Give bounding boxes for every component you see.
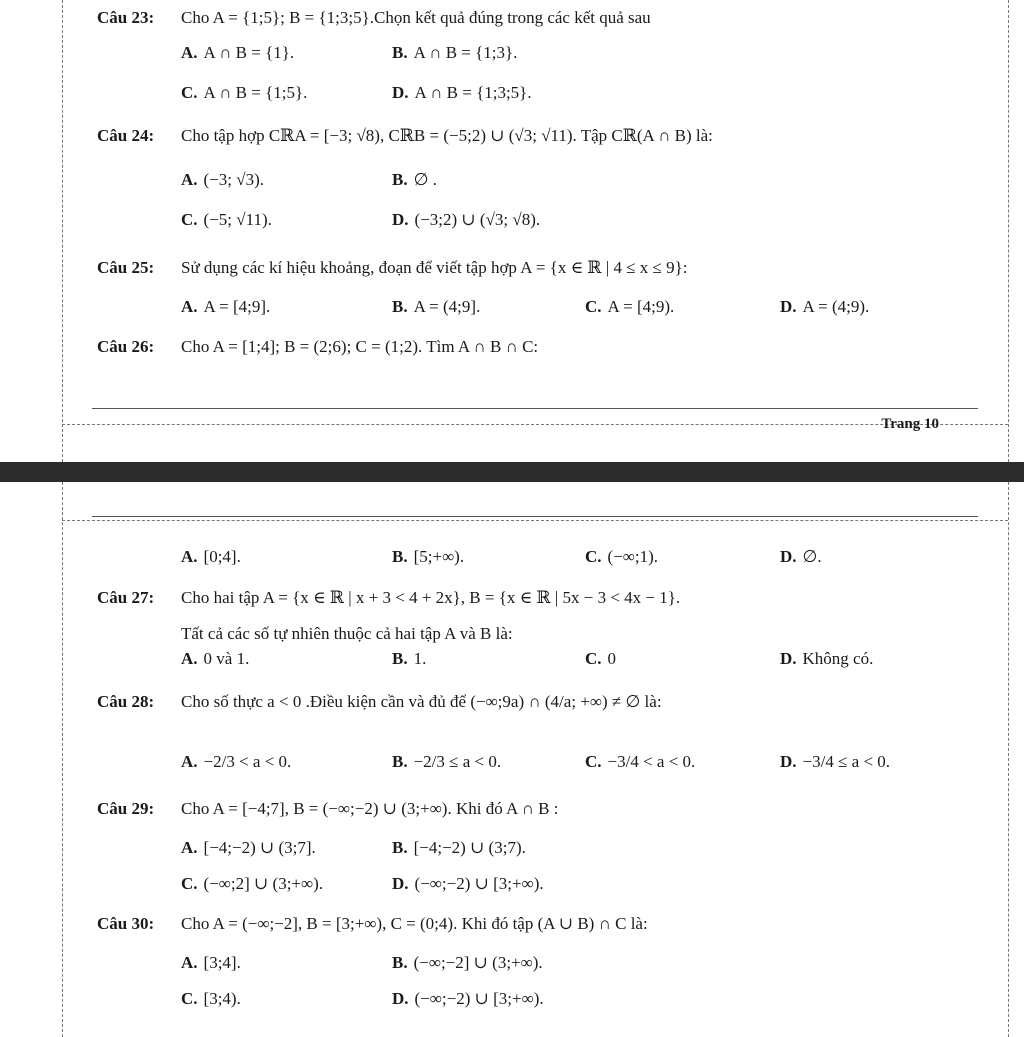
- option-letter: D.: [780, 649, 797, 668]
- option-text: [3;4].: [203, 953, 241, 972]
- option-text: (−∞;1).: [607, 547, 659, 566]
- page-border-left: [62, 482, 63, 1037]
- option-text: (−∞;−2) ∪ [3;+∞).: [414, 874, 544, 893]
- option: [181, 297, 270, 317]
- option-letter: D.: [392, 210, 409, 229]
- option-letter: C.: [181, 989, 198, 1008]
- question-text-2: Tất cả các số tự nhiên thuộc cả hai tập A và B là:: [181, 624, 513, 643]
- option-letter: C.: [181, 210, 198, 229]
- question-label: Câu 29:: [97, 799, 155, 818]
- option-text: −2/3 < a < 0.: [203, 752, 292, 771]
- option-text: [5;+∞).: [413, 547, 465, 566]
- footer-rule: [92, 408, 978, 409]
- option-text: A = (4;9).: [802, 297, 870, 316]
- option-letter: B.: [392, 43, 408, 62]
- option-letter: B.: [392, 752, 408, 771]
- question-label: Câu 24:: [97, 126, 155, 145]
- option: [392, 83, 532, 103]
- option: [392, 953, 543, 973]
- page-gap: [0, 462, 1024, 482]
- question-text: Cho số thực a < 0 .Điều kiện cần và đủ để (−∞;9a) ∩ (4/a; +∞) ≠ ∅ là:: [181, 692, 662, 711]
- option-text: A ∩ B = {1}.: [203, 43, 295, 62]
- option-letter: D.: [780, 547, 797, 566]
- option-letter: D.: [392, 83, 409, 102]
- option-letter: C.: [181, 874, 198, 893]
- option-letter: B.: [392, 170, 408, 189]
- option-text: (−3;2) ∪ (√3; √8).: [414, 210, 541, 229]
- option-letter: A.: [181, 752, 198, 771]
- option-letter: C.: [585, 752, 602, 771]
- option: [181, 547, 241, 567]
- option-text: (−∞;−2) ∪ [3;+∞).: [414, 989, 544, 1008]
- option-text: A = [4;9).: [607, 297, 675, 316]
- option-letter: D.: [392, 874, 409, 893]
- page-border-right: [1008, 482, 1009, 1037]
- option-text: [0;4].: [203, 547, 241, 566]
- option-text: (−∞;2] ∪ (3;+∞).: [203, 874, 324, 893]
- option-text: (−∞;−2] ∪ (3;+∞).: [413, 953, 543, 972]
- option-letter: A.: [181, 649, 198, 668]
- option: [181, 874, 323, 894]
- question-text: Cho A = [−4;7], B = (−∞;−2) ∪ (3;+∞). Khi đó A ∩ B :: [181, 799, 559, 818]
- page-10: [0, 0, 1024, 462]
- option-letter: D.: [780, 297, 797, 316]
- question-text: Cho A = (−∞;−2], B = [3;+∞), C = (0;4). Khi đó tập (A ∪ B) ∩ C là:: [181, 914, 648, 933]
- option-letter: B.: [392, 649, 408, 668]
- question-text: Cho hai tập A = {x ∈ ℝ | x + 3 < 4 + 2x}, B = {x ∈ ℝ | 5x − 3 < 4x − 1}.: [181, 588, 681, 607]
- question-text: Cho A = [1;4]; B = (2;6); C = (1;2). Tìm A ∩ B ∩ C:: [181, 337, 539, 356]
- option: [585, 752, 695, 772]
- option: [585, 547, 658, 567]
- option: [181, 170, 264, 190]
- question-text: Sử dụng các kí hiệu khoảng, đoạn để viết tập hợp A = {x ∈ ℝ | 4 ≤ x ≤ 9}:: [181, 258, 688, 277]
- page-border-right: [1008, 0, 1009, 462]
- option-letter: C.: [585, 547, 602, 566]
- option-letter: C.: [585, 297, 602, 316]
- option-text: ∅.: [802, 547, 822, 566]
- question-label: Câu 27:: [97, 588, 155, 607]
- option-text: A ∩ B = {1;3;5}.: [414, 83, 532, 102]
- option: [392, 838, 526, 858]
- option: [181, 989, 241, 1009]
- option-letter: C.: [585, 649, 602, 668]
- option: [181, 649, 249, 669]
- option-letter: A.: [181, 170, 198, 189]
- page-border-bottom: [62, 424, 1008, 425]
- option: [780, 547, 822, 567]
- option: [181, 43, 294, 63]
- option-letter: D.: [392, 989, 409, 1008]
- page-border-left: [62, 0, 63, 462]
- page-border-top: [62, 520, 1008, 521]
- option-letter: C.: [181, 83, 198, 102]
- option: [392, 989, 544, 1009]
- option: [585, 297, 674, 317]
- question-label: Câu 25:: [97, 258, 155, 277]
- option: [585, 649, 616, 669]
- option-text: A = [4;9].: [203, 297, 271, 316]
- option: [780, 649, 873, 669]
- option-text: [−4;−2) ∪ (3;7].: [203, 838, 316, 857]
- option-text: 0: [607, 649, 617, 668]
- question-text: Cho tập hợp CℝA = [−3; √8), CℝB = (−5;2) ∪ (√3; √11). Tập Cℝ(A ∩ B) là:: [181, 126, 713, 145]
- option-text: −2/3 ≤ a < 0.: [413, 752, 502, 771]
- option-letter: A.: [181, 297, 198, 316]
- option-letter: A.: [181, 838, 198, 857]
- question-label: Câu 23:: [97, 8, 155, 27]
- option-text: 1.: [413, 649, 427, 668]
- question-text: Cho A = {1;5}; B = {1;3;5}.Chọn kết quả đúng trong các kết quả sau: [181, 8, 651, 27]
- option-letter: B.: [392, 953, 408, 972]
- option-letter: D.: [780, 752, 797, 771]
- option-letter: B.: [392, 547, 408, 566]
- question-label: Câu 28:: [97, 692, 155, 711]
- option: [181, 83, 307, 103]
- option: [181, 838, 316, 858]
- option-letter: A.: [181, 953, 198, 972]
- option-text: (−3; √3).: [203, 170, 264, 189]
- option: [392, 649, 426, 669]
- option: [181, 752, 291, 772]
- option: [181, 953, 241, 973]
- option-text: A = (4;9].: [413, 297, 481, 316]
- option: [780, 752, 890, 772]
- option-text: ∅ .: [413, 170, 437, 189]
- page-number: Trang 10: [881, 416, 939, 432]
- option-text: Không có.: [802, 649, 874, 668]
- option-letter: B.: [392, 297, 408, 316]
- option-text: A ∩ B = {1;3}.: [413, 43, 518, 62]
- option: [392, 752, 501, 772]
- option: [392, 43, 517, 63]
- option: [181, 210, 272, 230]
- option-text: −3/4 < a < 0.: [607, 752, 696, 771]
- option-text: −3/4 ≤ a < 0.: [802, 752, 891, 771]
- option-text: A ∩ B = {1;5}.: [203, 83, 308, 102]
- option-letter: B.: [392, 838, 408, 857]
- option: [392, 170, 437, 190]
- question-label: Câu 30:: [97, 914, 155, 933]
- option-text: [−4;−2) ∪ (3;7).: [413, 838, 526, 857]
- option: [392, 874, 544, 894]
- option: [392, 297, 480, 317]
- option-text: 0 và 1.: [203, 649, 250, 668]
- option: [392, 210, 540, 230]
- page-11: [0, 482, 1024, 1037]
- option-text: (−5; √11).: [203, 210, 272, 229]
- option-letter: A.: [181, 547, 198, 566]
- question-label: Câu 26:: [97, 337, 155, 356]
- option-letter: A.: [181, 43, 198, 62]
- option: [392, 547, 464, 567]
- header-rule: [92, 516, 978, 517]
- option-text: [3;4).: [203, 989, 241, 1008]
- option: [780, 297, 869, 317]
